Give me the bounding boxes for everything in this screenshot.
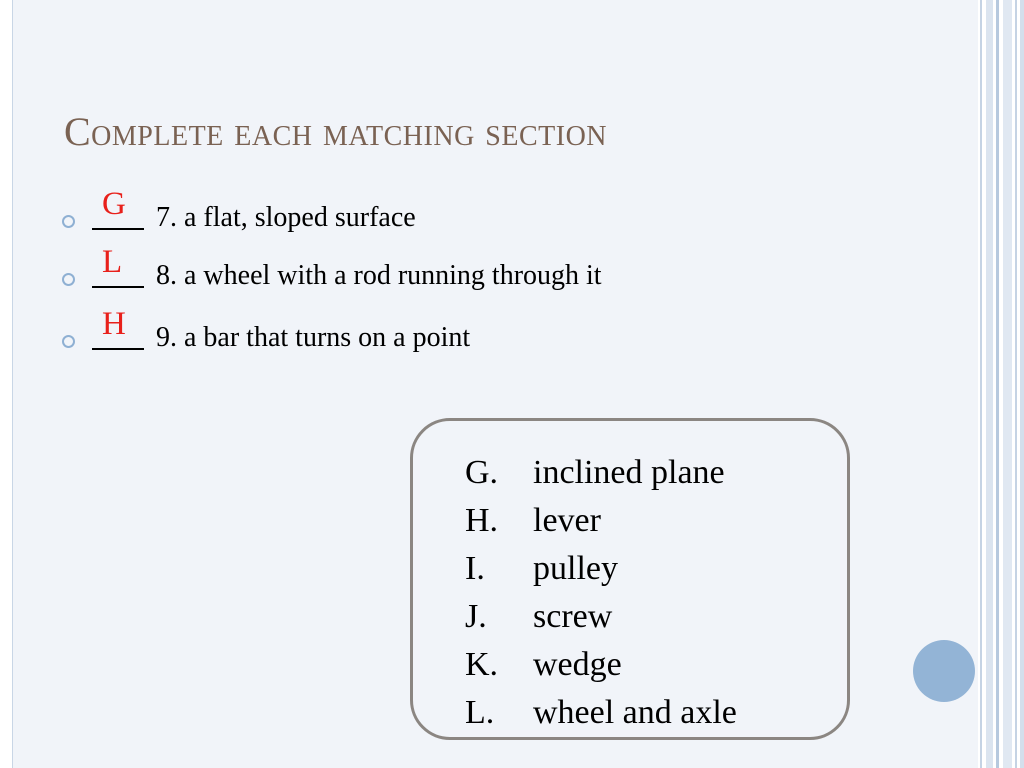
stripe <box>986 0 993 768</box>
option-letter: J. <box>465 598 487 635</box>
question-text: 8. a wheel with a rod running through it <box>156 260 602 291</box>
options-list <box>465 449 737 737</box>
option-label: lever <box>533 502 601 539</box>
option-label: screw <box>533 598 613 635</box>
option-label: wheel and axle <box>533 694 737 731</box>
slide-title: Complete each matching section <box>64 109 608 154</box>
stripe <box>1015 0 1017 768</box>
bullet-icon <box>62 335 75 348</box>
option-label: pulley <box>533 550 618 587</box>
stripe <box>1003 0 1012 768</box>
left-edge-decoration <box>0 0 13 768</box>
option-letter: K. <box>465 646 499 683</box>
option-item <box>465 641 737 689</box>
option-label: inclined plane <box>533 454 725 491</box>
question-item <box>62 246 922 306</box>
option-letter: G. <box>465 454 499 491</box>
option-item <box>465 497 737 545</box>
bullet-icon <box>62 215 75 228</box>
option-letter: I. <box>465 550 485 587</box>
option-label: wedge <box>533 646 622 683</box>
decorative-circle <box>913 640 975 702</box>
question-text: 7. a flat, sloped surface <box>156 202 416 233</box>
option-letter: L. <box>465 694 495 731</box>
question-item <box>62 308 922 368</box>
question-item <box>62 188 922 248</box>
option-item <box>465 593 737 641</box>
answer-letter: L <box>102 244 123 280</box>
answer-options-box <box>410 418 850 740</box>
stripe <box>980 0 982 768</box>
stripe <box>1020 0 1024 768</box>
option-item <box>465 545 737 593</box>
bullet-icon <box>62 273 75 286</box>
option-item <box>465 449 737 497</box>
answer-letter: H <box>102 306 126 342</box>
question-text: 9. a bar that turns on a point <box>156 322 471 353</box>
stripe <box>996 0 999 768</box>
right-edge-stripes <box>978 0 1024 768</box>
answer-letter: G <box>102 186 126 222</box>
option-item <box>465 689 737 737</box>
option-letter: H. <box>465 502 499 539</box>
